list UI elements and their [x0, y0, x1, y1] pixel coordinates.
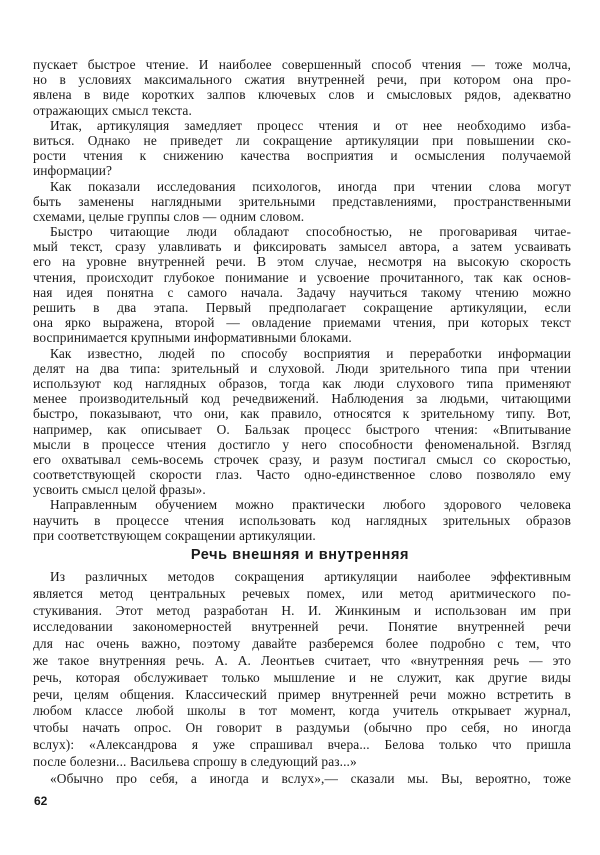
text-line: после болезни... Васильева спрошу в следующий раз...» [33, 753, 357, 769]
text-line: виться. Однако не приведет ли сокращение артикуляции при повышении ско- [33, 132, 571, 148]
text-line: речи, целям общения. Классический пример внутренней речи можно встретить в [33, 686, 571, 702]
paragraph [33, 497, 571, 543]
text-line: научить в процессе чтения использовать код наглядных зрительных образов [33, 512, 571, 528]
text-line: усвоить смысл целой фразы». [33, 482, 206, 498]
paragraph [33, 57, 571, 118]
text-line: чтобы начать опрос. Он говорит в раздумьи (обычно про себя, но иногда [33, 720, 571, 736]
text-line: является метод центральных речевых помех, или метод аритмического по- [33, 585, 571, 601]
section-heading: Речь внешняя и внутренняя [190, 547, 410, 563]
text-line: решить в два этапа. Первый предполагает сокращение артикуляции, если [33, 300, 571, 315]
text-line: «Обычно про себя, а иногда и вслух»,— сказали мы. Вы, вероятно, тоже [50, 770, 571, 786]
text-line: менее производительный код речедвижений. Наблюдения за людьми, читающими [33, 391, 571, 407]
text-line: например, как описывает О. Бальзак процесс быстрого чтения: «Впитывание [33, 421, 571, 437]
text-line: соответствующей скорости глаз. Часто одно-единственное слово позволяло ему [33, 467, 571, 483]
text-line: мый текст, сразу улавливать и фиксировать замысел автора, а затем усваивать [33, 239, 571, 255]
text-line: используют код наглядных образов, тогда как люди слухового типа применяют [33, 375, 571, 391]
paragraph [33, 224, 571, 346]
text-line: информации? [33, 163, 113, 179]
text-line: быстро, показывают, что они, как правило, относятся к зрительному типу. Вот, [33, 406, 571, 422]
page-number: 62 [34, 794, 48, 808]
text-line: Как известно, людей по способу восприятия и переработки информации [50, 345, 571, 361]
text-line: Итак, артикуляция замедляет процесс чтения и от нее необходимо изба- [50, 117, 571, 133]
paragraph [33, 346, 571, 498]
text-line: для нас очень важно, поэтому давайте разберемся более подробно с тем, что [33, 636, 571, 652]
text-line: Как показали исследования психологов, иногда при чтении слова могут [50, 178, 571, 194]
body-text-top [33, 57, 571, 543]
text-line: речь, которая обслуживает только мышление и не служит, как другие виды [33, 669, 571, 685]
text-line: схемами, целые группы слов — одним словом. [33, 208, 305, 224]
text-line: Направленным обучением можно практически любого здорового человека [50, 497, 571, 513]
text-line: явлена в виде коротких залпов ключевых слов и смысловых рядов, адекватно [33, 87, 571, 103]
text-line: Быстро читающие люди обладают способностью, не проговаривая читае- [50, 224, 571, 240]
text-line: чтения, происходит глубокое понимание и усвоение прочитанного, так как основ- [33, 269, 571, 285]
body-text-bottom [33, 569, 571, 787]
text-line: Из различных методов сокращения артикуляции наиболее эффективным [50, 569, 571, 584]
text-line: отражающих смысл текста. [33, 102, 192, 118]
text-line: пускает быстрое чтение. И наиболее совершенный способ чтения — тоже молча, [33, 57, 571, 72]
text-line: она ярко выражена, второй — овладение приемами чтения, при которых текст [33, 315, 571, 331]
text-line: же такое внутренняя речь. А. А. Леонтьев считает, что «внутренняя речь — это [33, 652, 571, 668]
text-line: вслух): «Александрова я уже спрашивал вчера... Белова только что пришла [33, 736, 571, 752]
text-line: его охватывал семь-восемь строчек сразу, и разум постигал смысл со скоростью, [33, 451, 571, 467]
text-line: любом классе любой школы в тот момент, когда учитель открывает журнал, [33, 703, 571, 719]
paragraph [33, 118, 571, 179]
text-line: быть заменены наглядными зрительными представлениями, пространственными [33, 193, 571, 209]
text-line: при соответствующем сокращении артикуляции. [33, 527, 316, 543]
text-line: рости чтения к снижению качества восприятия и осмысления получаемой [33, 148, 571, 164]
paragraph [33, 179, 571, 225]
text-line: его на уровне внутренней речи. В этом случае, несмотря на высокую скорость [33, 254, 571, 270]
text-line: ная идея понятна с самого начала. Задачу научиться такому чтению можно [33, 284, 571, 300]
text-line: воспринимается крупными информативными блоками. [33, 330, 352, 346]
paragraph [33, 569, 571, 771]
paragraph [33, 771, 571, 788]
text-line: делят на два типа: зрительный и слуховой. Люди зрительного типа при чтении [33, 360, 571, 376]
text-line: но в условиях максимального сжатия внутренней речи, при котором она про- [33, 72, 571, 88]
text-line: стукивания. Этот метод разработан Н. И. Жинкиным и использован им при [33, 602, 571, 618]
text-line: мысли в процессе чтения достигло у него способности феноменальной. Взгляд [33, 436, 571, 452]
text-line: исследовании закономерностей внутренней речи. Понятие внутренней речи [33, 619, 571, 635]
